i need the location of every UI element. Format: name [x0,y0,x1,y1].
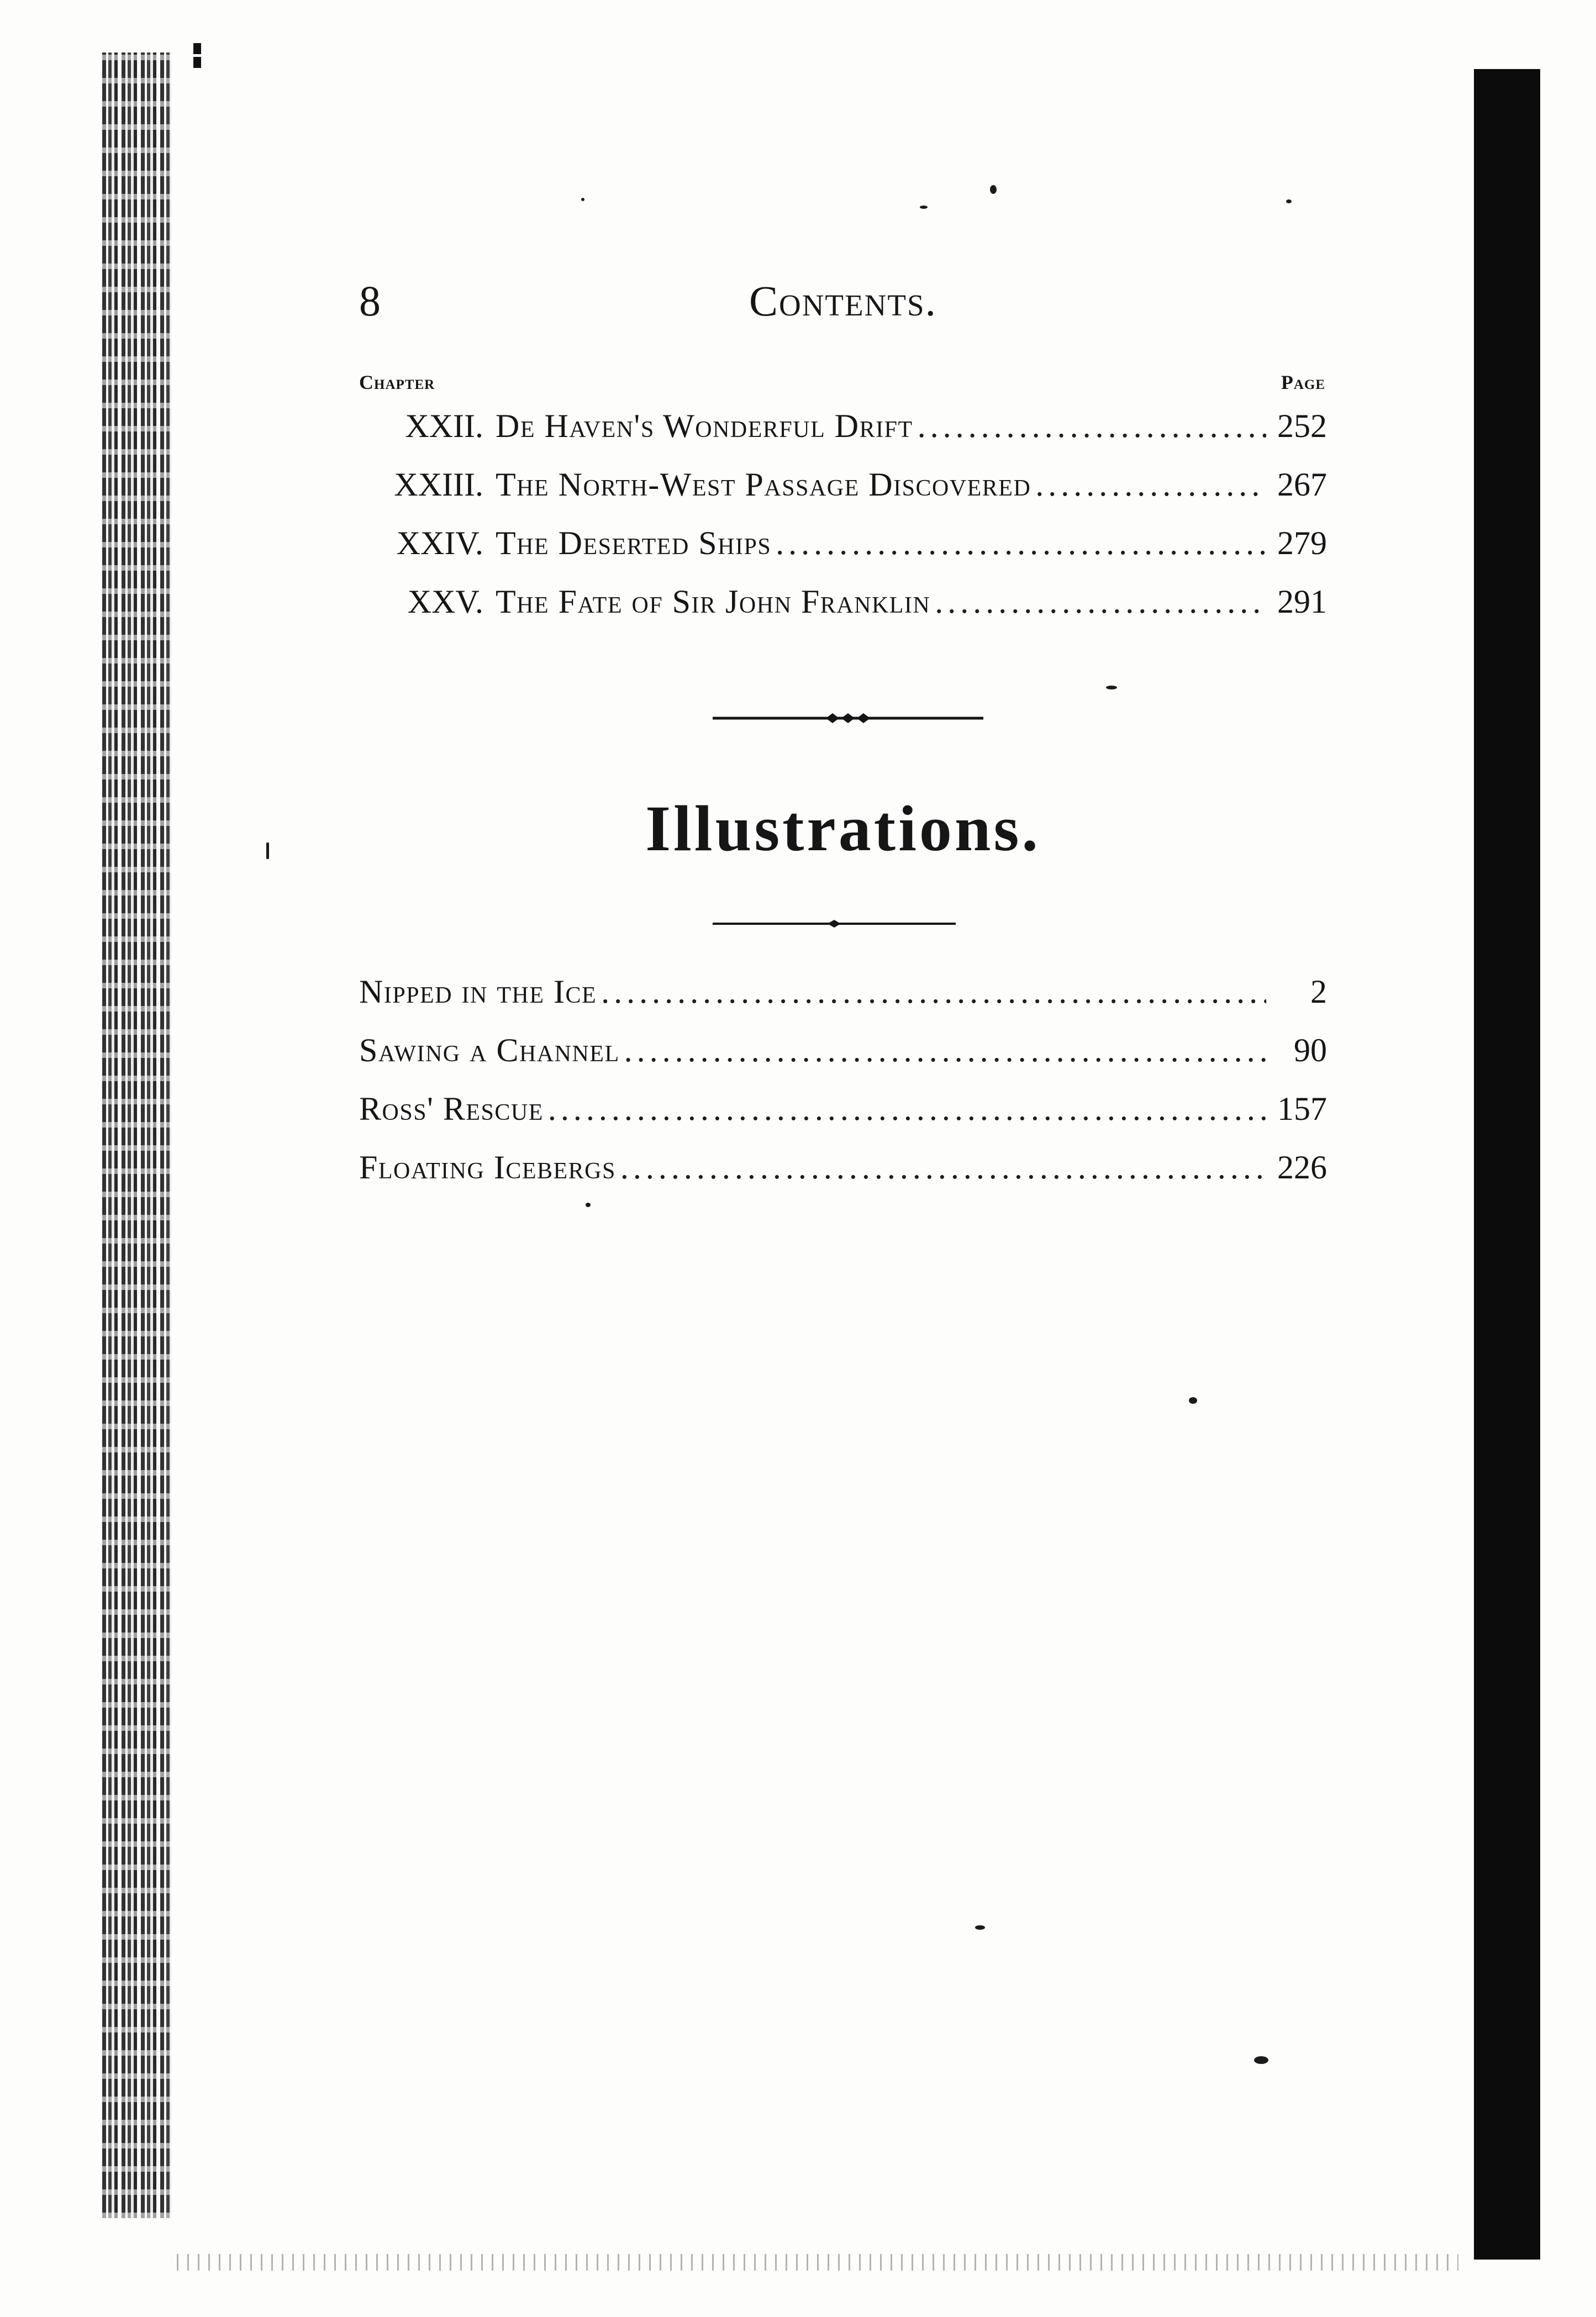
speck [920,206,928,209]
chapter-title: The North-West Passage Discovered [496,466,1031,503]
speck [975,1925,985,1930]
illustration-page: 2 [1310,973,1327,1010]
dot-leader [1031,455,1266,514]
chapter-list [359,397,1327,631]
illustration-list [359,962,1327,1197]
chapter-numeral: XXV. [407,583,483,620]
illustration-row [359,1138,1327,1197]
speck [990,185,997,194]
illustration-title: Nipped in the Ice [359,973,597,1010]
dot-leader [771,514,1266,572]
chapter-row [359,572,1327,631]
chapter-row [359,514,1327,572]
chapter-page: 291 [1277,583,1327,620]
chapter-row [359,397,1327,455]
illustration-row [359,1079,1327,1138]
speck [586,1203,591,1207]
chapter-column-label: Chapter [359,371,435,393]
dot-leader [620,1021,1266,1079]
scan-noise [177,2254,1458,2271]
running-head: Contents. [749,277,937,325]
chapter-page: 279 [1277,525,1327,561]
chapter-page: 252 [1277,408,1327,444]
chapter-row [359,455,1327,514]
illustration-title: Sawing a Channel [359,1032,620,1068]
dot-leader [616,1138,1266,1197]
illustrations-heading: Illustrations. [645,792,1041,865]
speck [1189,1397,1197,1404]
illustration-title: Ross' Rescue [359,1091,544,1127]
speck [581,198,584,201]
binding-edge [102,52,171,2218]
illustration-page: 90 [1294,1032,1327,1068]
speck [266,842,269,859]
page-header [359,276,1327,326]
chapter-page: 267 [1277,466,1327,503]
illustration-row [359,962,1327,1021]
dot-leader [544,1079,1266,1138]
dot-leader [930,572,1266,631]
scan-marks [193,43,249,54]
chapter-numeral: XXII. [405,408,483,444]
ornament-rule-bottom [713,917,956,930]
chapter-numeral: XXIII. [394,466,483,503]
chapter-title: The Fate of Sir John Franklin [496,583,931,620]
chapter-title: De Haven's Wonderful Drift [496,408,913,444]
speck [1286,199,1292,203]
illustration-title: Floating Icebergs [359,1149,616,1186]
dot-leader [597,962,1266,1021]
speck [1106,686,1117,689]
illustration-page: 157 [1277,1091,1327,1127]
page-column-label: Page [1281,371,1325,393]
chapter-numeral: XXIV. [396,525,483,561]
page-number: 8 [359,277,381,325]
dot-leader [913,397,1266,455]
illustration-page: 226 [1277,1149,1327,1186]
chapter-title: The Deserted Ships [496,525,772,561]
page-edge-shadow [1474,69,1540,2260]
speck [1254,2056,1268,2064]
ornament-rule-top [713,710,983,726]
illustration-row [359,1021,1327,1079]
